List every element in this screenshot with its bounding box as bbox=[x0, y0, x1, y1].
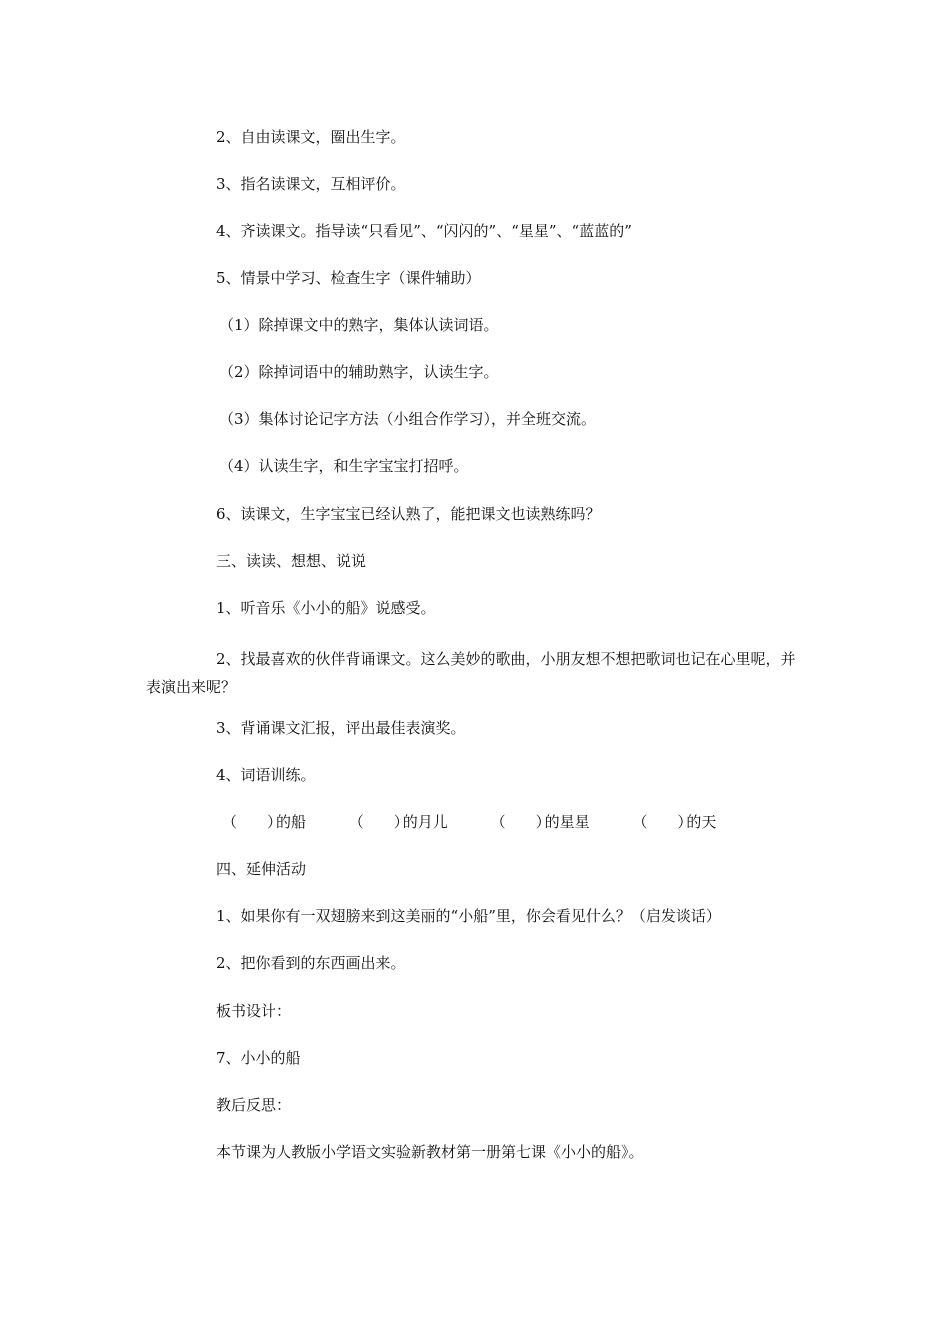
substep-4: （4）认读生字，和生字宝宝打招呼。 bbox=[219, 457, 469, 475]
board-design-heading: 板书设计： bbox=[216, 1002, 292, 1020]
step-6-read-fluently: 6、读课文，生字宝宝已经认熟了，能把课文也读熟练吗？ bbox=[216, 505, 601, 523]
step-4-group-reading: 4、齐读课文。指导读“只看见”、“闪闪的”、“星星”、“蓝蓝的” bbox=[216, 222, 632, 240]
step-5-context-learning: 5、情景中学习、检查生字（课件辅助） bbox=[216, 269, 481, 287]
substep-2: （2）除掉词语中的辅助熟字，认读生字。 bbox=[219, 363, 499, 381]
reflection-text: 本节课为人教版小学语文实验新教材第一册第七课《小小的船》。 bbox=[216, 1143, 644, 1161]
word-blanks-row bbox=[222, 812, 754, 832]
section-3-heading: 三、读读、想想、说说 bbox=[216, 552, 367, 570]
section-4-item-2: 2、把你看到的东西画出来。 bbox=[216, 954, 406, 972]
section-4-heading: 四、延伸活动 bbox=[216, 860, 307, 878]
reflection-heading: 教后反思： bbox=[216, 1096, 292, 1114]
step-2-free-reading: 2、自由读课文，圈出生字。 bbox=[216, 128, 406, 146]
section-3-item-2: 2、找最喜欢的伙伴背诵课文。这么美妙的歌曲，小朋友想不想把歌词也记在心里呢，并表演出来呢？ bbox=[146, 650, 796, 696]
substep-1: （1）除掉课文中的熟字，集体认读词语。 bbox=[219, 316, 499, 334]
word-blank: （ ）的星星 bbox=[490, 813, 590, 831]
word-blank: （ ）的天 bbox=[632, 813, 717, 831]
board-design-title: 7、小小的船 bbox=[216, 1049, 301, 1067]
section-3-item-3: 3、背诵课文汇报，评出最佳表演奖。 bbox=[216, 719, 466, 737]
substep-3: （3）集体讨论记字方法（小组合作学习），并全班交流。 bbox=[219, 410, 597, 428]
section-4-item-1: 1、如果你有一双翅膀来到这美丽的“小船”里，你会看见什么？（启发谈话） bbox=[216, 907, 721, 925]
section-3-item-4: 4、词语训练。 bbox=[216, 766, 316, 784]
step-3-named-reading: 3、指名读课文，互相评价。 bbox=[216, 175, 406, 193]
word-blank: （ ）的月儿 bbox=[348, 813, 448, 831]
word-blank: （ ）的船 bbox=[222, 813, 307, 831]
section-3-item-1: 1、听音乐《小小的船》说感受。 bbox=[216, 599, 436, 617]
